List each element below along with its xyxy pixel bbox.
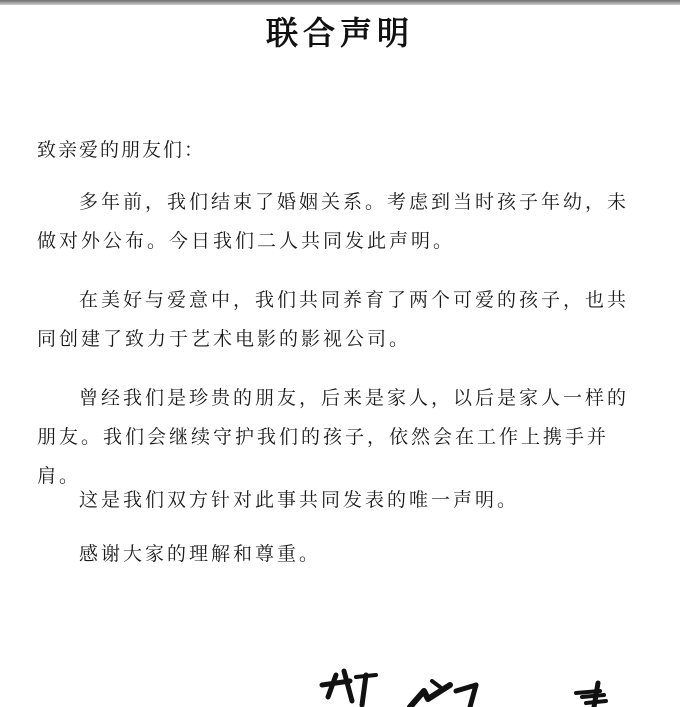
salutation: 致亲爱的朋友们： (37, 139, 206, 161)
paragraph-4: 这是我们双方针对此事共同发表的唯一声明。 (79, 489, 520, 511)
document-title: 联合声明 (265, 14, 414, 52)
paragraph-1: 多年前，我们结束了婚姻关系。考虑到当时孩子年幼，未做对外公布。今日我们二人共同发此声明。 (37, 191, 630, 252)
statement-page (0, 5, 680, 702)
handwritten-signature (300, 645, 680, 707)
paragraph-3: 曾经我们是珍贵的朋友，后来是家人，以后是家人一样的朋友。我们会继续守护我们的孩子，依然会在工作上携手并肩。 (37, 387, 630, 487)
paragraph-2: 在美好与爱意中，我们共同养育了两个可爱的孩子，也共同创建了致力于艺术电影的影视公司。 (37, 289, 630, 350)
paragraph-5: 感谢大家的理解和尊重。 (79, 543, 322, 565)
